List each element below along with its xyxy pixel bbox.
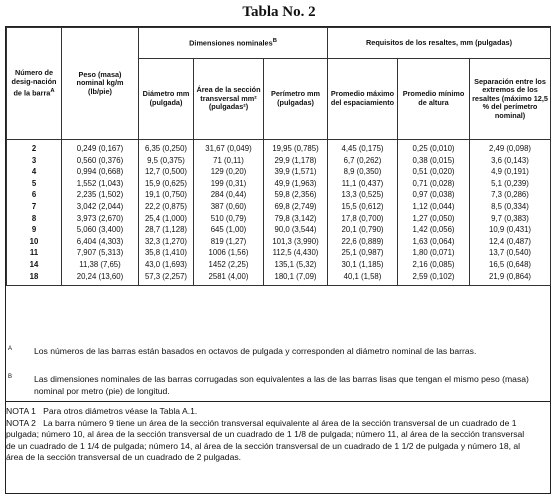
table-cell: 387 (0,60) [194,201,264,213]
table-cell: 22,6 (0,889) [328,236,398,248]
bar-number-cell: 2 [7,140,62,155]
header-min-height: Promedio mínimo de altura [398,59,470,140]
table-cell: 1,552 (1,043) [62,178,139,190]
table-cell: 112,5 (4,430) [264,247,328,259]
table-cell: 0,97 (0,038) [398,189,470,201]
table-cell: 28,7 (1,128) [139,224,194,236]
table-cell: 40,1 (1,58) [328,271,398,286]
table-cell: 79,8 (3,142) [264,213,328,225]
table-cell: 7,3 (0,286) [470,189,551,201]
table-cell: 12,7 (0,500) [139,166,194,178]
table-cell: 0,994 (0,668) [62,166,139,178]
table-cell: 16,5 (0,648) [470,259,551,271]
table-row [7,259,551,271]
table-cell: 3,6 (0,143) [470,155,551,167]
table-cell: 0,25 (0,010) [398,140,470,155]
table-cell: 2,235 (1,502) [62,189,139,201]
table-cell: 2581 (4,00) [194,271,264,286]
bar-number-cell: 4 [7,166,62,178]
table-cell: 3,973 (2,670) [62,213,139,225]
table-cell: 199 (0,31) [194,178,264,190]
table-cell: 1,27 (0,050) [398,213,470,225]
table-cell: 2,49 (0,098) [470,140,551,155]
table-cell: 13,7 (0,540) [470,247,551,259]
table-cell: 101,3 (3,990) [264,236,328,248]
table-cell: 129 (0,20) [194,166,264,178]
table-cell: 35,8 (1,410) [139,247,194,259]
note-1-label: NOTA 1 [6,406,36,416]
footnote-a-text: Los números de las barras están basados en octavos de pulgada y corresponden al diámetro nominal de las barras. [34,346,477,356]
table-cell: 57,3 (2,257) [139,271,194,286]
header-mass: Peso (masa) nominal kg/m (lb/pie) [62,28,139,140]
table-row [7,213,551,225]
table-cell: 15,5 (0,612) [328,201,398,213]
table-cell: 25,4 (1,000) [139,213,194,225]
table-cell: 1,12 (0,044) [398,201,470,213]
bar-number-cell: 8 [7,213,62,225]
table-cell: 21,9 (0,864) [470,271,551,286]
header-bar-number: Número de desig-nación de la barra$^A$ [7,28,62,140]
note-2-label: NOTA 2 [6,418,36,428]
notes-divider [5,401,551,402]
table-row [7,178,551,190]
table-cell: 3,042 (2,044) [62,201,139,213]
bar-number-cell: 6 [7,189,62,201]
table-cell: 12,4 (0,487) [470,236,551,248]
bar-number-cell: 14 [7,259,62,271]
table-cell: 71 (0,11) [194,155,264,167]
table-cell: 29,9 (1,178) [264,155,328,167]
table-cell: 0,71 (0,028) [398,178,470,190]
table-cell: 6,404 (4,303) [62,236,139,248]
table-cell: 43,0 (1,693) [139,259,194,271]
table-cell: 25,1 (0,987) [328,247,398,259]
table-cell: 11,38 (7,65) [62,259,139,271]
note-2 [6,418,536,464]
footnote-b-text: Las dimensiones nominales de las barras corrugadas son equivalentes a las de las barras lisas que tengan el mismo peso (masa) nominal por metro (pie) de longitud. [34,374,529,396]
table-row [7,271,551,286]
table-cell: 1,42 (0,056) [398,224,470,236]
header-avg-spacing: Promedio máximo del espaciamiento [328,59,398,140]
rebar-table [6,27,551,286]
table-row [7,201,551,213]
table-cell: 8,9 (0,350) [328,166,398,178]
table-cell: 2,16 (0,085) [398,259,470,271]
bar-number-cell: 7 [7,201,62,213]
table-cell: 19,95 (0,785) [264,140,328,155]
table-cell: 20,24 (13,60) [62,271,139,286]
table-cell: 819 (1,27) [194,236,264,248]
table-cell: 1,63 (0,064) [398,236,470,248]
table-cell: 13,3 (0,525) [328,189,398,201]
table-row [7,224,551,236]
table-cell: 0,249 (0,167) [62,140,139,155]
table-cell: 49,9 (1,963) [264,178,328,190]
table-cell: 284 (0,44) [194,189,264,201]
table-cell: 135,1 (5,32) [264,259,328,271]
header-lug-requirements: Requisitos de los resaltes, mm (pulgadas) [328,28,551,59]
table-title: Tabla No. 2 [242,4,316,20]
table-cell: 645 (1,00) [194,224,264,236]
header-nominal-dimensions: Dimensiones nominales$^B$ [139,28,328,59]
table-row [7,236,551,248]
table-cell: 39,9 (1,571) [264,166,328,178]
table-cell: 30,1 (1,185) [328,259,398,271]
table-cell: 1452 (2,25) [194,259,264,271]
table-cell: 9,5 (0,375) [139,155,194,167]
footnote-b [8,374,538,397]
table-cell: 1006 (1,56) [194,247,264,259]
table-cell: 0,51 (0,020) [398,166,470,178]
bar-number-cell: 18 [7,271,62,286]
footnote-b-mark: B [8,374,13,380]
footnote-a-mark: A [8,346,13,352]
table-cell: 0,560 (0,376) [62,155,139,167]
footnote-a [8,346,538,358]
table-cell: 69,8 (2,749) [264,201,328,213]
table-cell: 1,80 (0,071) [398,247,470,259]
table-cell: 19,1 (0,750) [139,189,194,201]
table-cell: 22,2 (0,875) [139,201,194,213]
table-row [7,155,551,167]
table-cell: 4,45 (0,175) [328,140,398,155]
table-cell: 180,1 (7,09) [264,271,328,286]
table-cell: 9,7 (0,383) [470,213,551,225]
bar-number-cell: 10 [7,236,62,248]
table-cell: 5,060 (3,400) [62,224,139,236]
table-cell: 5,1 (0,239) [470,178,551,190]
bar-number-cell: 11 [7,247,62,259]
bar-number-cell: 5 [7,178,62,190]
table-cell: 90,0 (3,544) [264,224,328,236]
table-row [7,140,551,155]
table-cell: 10,9 (0,431) [470,224,551,236]
table-cell: 11,1 (0,437) [328,178,398,190]
table-cell: 4,9 (0,191) [470,166,551,178]
bar-number-cell: 9 [7,224,62,236]
table-cell: 59,8 (2,356) [264,189,328,201]
header-perimeter: Perímetro mm (pulgadas) [264,59,328,140]
note-1-text: Para otros diámetros véase la Tabla A.1. [43,406,198,416]
note-1 [6,406,536,417]
table-row [7,247,551,259]
table-row [7,189,551,201]
table-cell: 510 (0,79) [194,213,264,225]
table-cell: 6,7 (0,262) [328,155,398,167]
table-cell: 31,67 (0,049) [194,140,264,155]
table-cell: 7,907 (5,313) [62,247,139,259]
table-cell: 15,9 (0,625) [139,178,194,190]
header-area: Área de la sección transversal mm² (pulgadas²) [194,59,264,140]
note-2-text: La barra número 9 tiene un área de la sección transversal equivalente al área de la sección transversal de un cuadrado de 1 pulgada; número 10, al área de la sección transversal de un cuadrado de 1 1/8 de pulgada; número 11, al área de la sección transversal de un cuadrado de 1 1/4 de pulgada; número 14, al área de la sección transversal de un cuadrado de 1 1/2 de pulgada y número 18, al área de la sección transversal de un cuadrado de 2 pulgadas. [6,418,525,463]
bar-number-cell: 3 [7,155,62,167]
table-cell: 32,3 (1,270) [139,236,194,248]
table-cell: 8,5 (0,334) [470,201,551,213]
table-cell: 17,8 (0,700) [328,213,398,225]
table-cell: 6,35 (0,250) [139,140,194,155]
table-cell: 20,1 (0,790) [328,224,398,236]
header-diameter: Diámetro mm (pulgada) [139,59,194,140]
table-body [7,140,551,286]
table-cell: 2,59 (0,102) [398,271,470,286]
header-max-gap: Separación entre los extremos de los resaltes (máximo 12,5 % del perímetro nominal) [470,59,551,140]
table-cell: 0,38 (0,015) [398,155,470,167]
table-row [7,166,551,178]
